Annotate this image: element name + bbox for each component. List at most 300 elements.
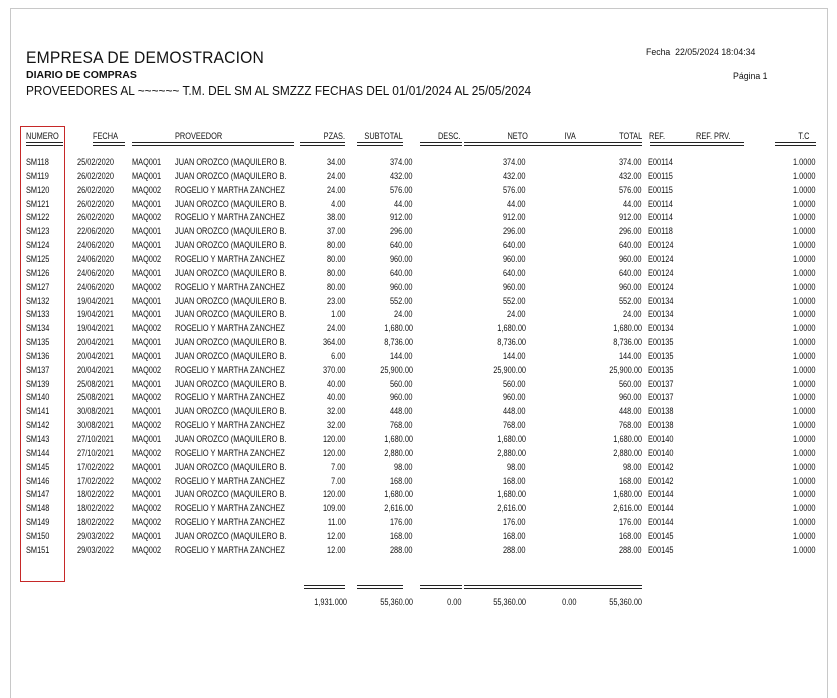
cell-subtotal: 960.00 bbox=[390, 253, 413, 264]
cell-tc: 1.0000 bbox=[793, 503, 816, 514]
cell-pzas: 34.00 bbox=[327, 157, 346, 167]
cell-proveedor: ROGELIO Y MARTHA ZANCHEZ bbox=[175, 253, 285, 264]
cell-subtotal: 168.00 bbox=[390, 530, 413, 541]
cell-ref: E00114 bbox=[648, 198, 673, 209]
cell-total: 960.00 bbox=[619, 392, 642, 403]
cell-fecha: 22/06/2020 bbox=[77, 226, 114, 237]
cell-total: 2,880.00 bbox=[613, 447, 642, 458]
cell-pzas: 1.00 bbox=[331, 309, 346, 320]
col-header-neto: NETO bbox=[507, 131, 528, 141]
cell-proveedor: ROGELIO Y MARTHA ZANCHEZ bbox=[175, 184, 285, 195]
cell-total: 1,680.00 bbox=[613, 434, 642, 444]
cell-proveedor: JUAN OROZCO (MAQUILERO B. bbox=[175, 434, 287, 444]
cell-numero: SM123 bbox=[26, 226, 50, 237]
cell-fecha: 25/08/2021 bbox=[77, 392, 114, 403]
cell-total: 640.00 bbox=[619, 240, 642, 251]
cell-numero: SM139 bbox=[26, 378, 50, 389]
cell-numero: SM146 bbox=[26, 475, 50, 486]
cell-numero: SM126 bbox=[26, 267, 50, 278]
cell-ref: E00134 bbox=[648, 309, 674, 320]
cell-ref: E00144 bbox=[648, 489, 674, 500]
col-header-total: TOTAL bbox=[618, 131, 642, 141]
cell-proveedor: ROGELIO Y MARTHA ZANCHEZ bbox=[175, 475, 285, 486]
cell-subtotal: 1,680.00 bbox=[384, 489, 413, 500]
cell-neto: 24.00 bbox=[507, 309, 526, 320]
cell-proveedor: ROGELIO Y MARTHA ZANCHEZ bbox=[175, 447, 285, 458]
cell-clave: MAQ001 bbox=[132, 226, 162, 237]
cell-subtotal: 44.00 bbox=[394, 198, 413, 209]
cell-neto: 560.00 bbox=[503, 378, 526, 389]
cell-total: 912.00 bbox=[619, 212, 642, 223]
col-header-proveedor: PROVEEDOR bbox=[175, 131, 223, 141]
cell-proveedor: ROGELIO Y MARTHA ZANCHEZ bbox=[175, 544, 285, 555]
cell-ref: E00134 bbox=[648, 295, 674, 306]
cell-fecha: 19/04/2021 bbox=[77, 323, 114, 334]
cell-pzas: 40.00 bbox=[327, 392, 346, 403]
cell-neto: 448.00 bbox=[503, 406, 526, 417]
total-pzas: 1,931.000 bbox=[314, 597, 347, 607]
cell-clave: MAQ001 bbox=[132, 461, 162, 472]
cell-tc: 1.0000 bbox=[793, 434, 816, 444]
cell-ref: E00137 bbox=[648, 392, 674, 403]
cell-total: 448.00 bbox=[619, 406, 642, 417]
cell-tc: 1.0000 bbox=[793, 309, 816, 320]
cell-proveedor: ROGELIO Y MARTHA ZANCHEZ bbox=[175, 364, 285, 375]
cell-clave: MAQ002 bbox=[132, 447, 162, 458]
header-rule bbox=[357, 142, 403, 146]
cell-total: 374.00 bbox=[619, 157, 642, 167]
cell-proveedor: ROGELIO Y MARTHA ZANCHEZ bbox=[175, 517, 285, 528]
cell-proveedor: JUAN OROZCO (MAQUILERO B. bbox=[175, 198, 287, 209]
cell-proveedor: ROGELIO Y MARTHA ZANCHEZ bbox=[175, 420, 285, 431]
cell-total: 144.00 bbox=[619, 350, 642, 361]
cell-pzas: 24.00 bbox=[327, 184, 346, 195]
cell-ref: E00135 bbox=[648, 337, 674, 348]
cell-neto: 8,736.00 bbox=[497, 337, 526, 348]
cell-pzas: 80.00 bbox=[327, 281, 346, 292]
cell-tc: 1.0000 bbox=[793, 170, 816, 181]
cell-tc: 1.0000 bbox=[793, 544, 816, 555]
cell-total: 560.00 bbox=[619, 378, 642, 389]
cell-pzas: 370.00 bbox=[323, 364, 346, 375]
cell-clave: MAQ001 bbox=[132, 530, 162, 541]
cell-subtotal: 2,880.00 bbox=[384, 447, 413, 458]
cell-ref: E00124 bbox=[648, 240, 674, 251]
col-header-pzas: PZAS. bbox=[323, 131, 345, 141]
cell-tc: 1.0000 bbox=[793, 350, 816, 361]
cell-tc: 1.0000 bbox=[793, 517, 816, 528]
cell-clave: MAQ002 bbox=[132, 281, 162, 292]
cell-clave: MAQ002 bbox=[132, 323, 162, 334]
cell-total: 25,900.00 bbox=[609, 364, 642, 375]
cell-neto: 1,680.00 bbox=[497, 489, 526, 500]
cell-subtotal: 448.00 bbox=[390, 406, 413, 417]
cell-subtotal: 560.00 bbox=[390, 378, 413, 389]
cell-neto: 960.00 bbox=[503, 253, 526, 264]
cell-total: 576.00 bbox=[619, 184, 642, 195]
cell-proveedor: JUAN OROZCO (MAQUILERO B. bbox=[175, 337, 287, 348]
cell-subtotal: 1,680.00 bbox=[384, 434, 413, 444]
cell-ref: E00145 bbox=[648, 530, 674, 541]
cell-fecha: 26/02/2020 bbox=[77, 170, 114, 181]
cell-pzas: 120.00 bbox=[323, 434, 346, 444]
cell-clave: MAQ001 bbox=[132, 267, 162, 278]
cell-neto: 640.00 bbox=[503, 267, 526, 278]
cell-fecha: 20/04/2021 bbox=[77, 350, 114, 361]
cell-fecha: 29/03/2022 bbox=[77, 544, 114, 555]
cell-clave: MAQ002 bbox=[132, 364, 162, 375]
cell-tc: 1.0000 bbox=[793, 198, 816, 209]
page-number: Página 1 bbox=[733, 71, 768, 82]
cell-fecha: 18/02/2022 bbox=[77, 517, 114, 528]
cell-total: 960.00 bbox=[619, 253, 642, 264]
cell-numero: SM134 bbox=[26, 323, 50, 334]
cell-numero: SM141 bbox=[26, 406, 50, 417]
cell-proveedor: JUAN OROZCO (MAQUILERO B. bbox=[175, 170, 287, 181]
company-name: EMPRESA DE DEMOSTRACION bbox=[26, 48, 265, 67]
cell-subtotal: 8,736.00 bbox=[384, 337, 413, 348]
cell-subtotal: 912.00 bbox=[390, 212, 413, 223]
cell-fecha: 27/10/2021 bbox=[77, 434, 114, 444]
cell-fecha: 20/04/2021 bbox=[77, 337, 114, 348]
cell-pzas: 38.00 bbox=[327, 212, 346, 223]
cell-neto: 576.00 bbox=[503, 184, 526, 195]
cell-total: 8,736.00 bbox=[613, 337, 642, 348]
cell-total: 1,680.00 bbox=[613, 323, 642, 334]
cell-proveedor: JUAN OROZCO (MAQUILERO B. bbox=[175, 309, 287, 320]
cell-clave: MAQ002 bbox=[132, 212, 162, 223]
cell-fecha: 19/04/2021 bbox=[77, 309, 114, 320]
cell-numero: SM144 bbox=[26, 447, 50, 458]
col-header-fecha: FECHA bbox=[93, 131, 119, 141]
cell-tc: 1.0000 bbox=[793, 240, 816, 251]
cell-subtotal: 960.00 bbox=[390, 392, 413, 403]
numero-column-highlight bbox=[20, 126, 65, 582]
cell-proveedor: JUAN OROZCO (MAQUILERO B. bbox=[175, 489, 287, 500]
cell-pzas: 7.00 bbox=[331, 461, 346, 472]
print-date bbox=[646, 47, 755, 58]
cell-fecha: 20/04/2021 bbox=[77, 364, 114, 375]
totals-rule bbox=[464, 585, 642, 589]
cell-pzas: 23.00 bbox=[327, 295, 346, 306]
cell-pzas: 24.00 bbox=[327, 170, 346, 181]
cell-neto: 1,680.00 bbox=[497, 323, 526, 334]
cell-proveedor: ROGELIO Y MARTHA ZANCHEZ bbox=[175, 281, 285, 292]
cell-numero: SM145 bbox=[26, 461, 50, 472]
cell-subtotal: 296.00 bbox=[390, 226, 413, 237]
cell-tc: 1.0000 bbox=[793, 420, 816, 431]
header-rule bbox=[464, 142, 642, 146]
cell-subtotal: 98.00 bbox=[394, 461, 413, 472]
cell-tc: 1.0000 bbox=[793, 253, 816, 264]
cell-numero: SM151 bbox=[26, 544, 50, 555]
cell-proveedor: JUAN OROZCO (MAQUILERO B. bbox=[175, 267, 287, 278]
cell-total: 168.00 bbox=[619, 530, 642, 541]
cell-tc: 1.0000 bbox=[793, 364, 816, 375]
cell-fecha: 18/02/2022 bbox=[77, 489, 114, 500]
cell-proveedor: ROGELIO Y MARTHA ZANCHEZ bbox=[175, 392, 285, 403]
report-title: DIARIO DE COMPRAS bbox=[26, 69, 137, 81]
cell-neto: 288.00 bbox=[503, 544, 526, 555]
cell-numero: SM118 bbox=[26, 157, 49, 167]
cell-ref: E00124 bbox=[648, 267, 674, 278]
col-header-subtotal: SUBTOTAL bbox=[364, 131, 403, 141]
cell-subtotal: 768.00 bbox=[390, 420, 413, 431]
cell-ref: E00114 bbox=[648, 212, 673, 223]
cell-proveedor: JUAN OROZCO (MAQUILERO B. bbox=[175, 461, 287, 472]
cell-ref: E00135 bbox=[648, 364, 674, 375]
cell-neto: 296.00 bbox=[503, 226, 526, 237]
cell-pzas: 120.00 bbox=[323, 447, 346, 458]
cell-proveedor: JUAN OROZCO (MAQUILERO B. bbox=[175, 378, 287, 389]
header-rule bbox=[420, 142, 462, 146]
totals-rule bbox=[357, 585, 403, 589]
cell-clave: MAQ001 bbox=[132, 157, 162, 167]
cell-proveedor: ROGELIO Y MARTHA ZANCHEZ bbox=[175, 503, 285, 514]
cell-clave: MAQ001 bbox=[132, 350, 162, 361]
cell-tc: 1.0000 bbox=[793, 475, 816, 486]
cell-tc: 1.0000 bbox=[793, 378, 816, 389]
cell-clave: MAQ002 bbox=[132, 475, 162, 486]
cell-ref: E00142 bbox=[648, 475, 674, 486]
total-neto: 55,360.00 bbox=[493, 597, 526, 607]
cell-clave: MAQ001 bbox=[132, 198, 162, 209]
cell-ref: E00114 bbox=[648, 157, 673, 167]
cell-numero: SM132 bbox=[26, 295, 50, 306]
cell-fecha: 24/06/2020 bbox=[77, 240, 114, 251]
cell-total: 1,680.00 bbox=[613, 489, 642, 500]
cell-fecha: 25/08/2021 bbox=[77, 378, 114, 389]
header-rule bbox=[300, 142, 345, 146]
cell-numero: SM140 bbox=[26, 392, 50, 403]
cell-numero: SM120 bbox=[26, 184, 50, 195]
print-date-label: Fecha bbox=[646, 47, 671, 58]
cell-clave: MAQ001 bbox=[132, 489, 162, 500]
cell-proveedor: ROGELIO Y MARTHA ZANCHEZ bbox=[175, 323, 285, 334]
total-subtotal: 55,360.00 bbox=[380, 597, 413, 607]
cell-numero: SM143 bbox=[26, 434, 50, 444]
print-date-value: 22/05/2024 18:04:34 bbox=[675, 47, 756, 58]
cell-proveedor: JUAN OROZCO (MAQUILERO B. bbox=[175, 295, 287, 306]
cell-subtotal: 24.00 bbox=[394, 309, 413, 320]
cell-subtotal: 144.00 bbox=[390, 350, 413, 361]
cell-clave: MAQ001 bbox=[132, 378, 162, 389]
cell-subtotal: 1,680.00 bbox=[384, 323, 413, 334]
cell-tc: 1.0000 bbox=[793, 184, 816, 195]
cell-tc: 1.0000 bbox=[793, 406, 816, 417]
cell-subtotal: 960.00 bbox=[390, 281, 413, 292]
cell-ref: E00145 bbox=[648, 544, 674, 555]
cell-pzas: 32.00 bbox=[327, 406, 346, 417]
col-header-desc: DESC. bbox=[438, 131, 461, 141]
cell-proveedor: JUAN OROZCO (MAQUILERO B. bbox=[175, 157, 287, 167]
cell-pzas: 80.00 bbox=[327, 267, 346, 278]
cell-numero: SM121 bbox=[26, 198, 50, 209]
cell-neto: 960.00 bbox=[503, 281, 526, 292]
cell-tc: 1.0000 bbox=[793, 212, 816, 223]
cell-pzas: 37.00 bbox=[327, 226, 346, 237]
cell-neto: 168.00 bbox=[503, 475, 526, 486]
cell-neto: 44.00 bbox=[507, 198, 526, 209]
cell-total: 640.00 bbox=[619, 267, 642, 278]
col-header-iva: IVA bbox=[564, 131, 576, 141]
cell-fecha: 24/06/2020 bbox=[77, 253, 114, 264]
cell-proveedor: JUAN OROZCO (MAQUILERO B. bbox=[175, 226, 287, 237]
cell-clave: MAQ002 bbox=[132, 253, 162, 264]
cell-subtotal: 25,900.00 bbox=[380, 364, 413, 375]
cell-fecha: 17/02/2022 bbox=[77, 475, 114, 486]
cell-tc: 1.0000 bbox=[793, 281, 816, 292]
cell-fecha: 26/02/2020 bbox=[77, 198, 114, 209]
cell-subtotal: 176.00 bbox=[390, 517, 413, 528]
header-rule bbox=[650, 142, 744, 146]
cell-total: 960.00 bbox=[619, 281, 642, 292]
total-desc: 0.00 bbox=[447, 597, 462, 607]
cell-total: 168.00 bbox=[619, 475, 642, 486]
cell-tc: 1.0000 bbox=[793, 295, 816, 306]
cell-numero: SM119 bbox=[26, 170, 49, 181]
cell-pzas: 120.00 bbox=[323, 489, 346, 500]
cell-pzas: 40.00 bbox=[327, 378, 346, 389]
cell-clave: MAQ002 bbox=[132, 503, 162, 514]
cell-neto: 2,880.00 bbox=[497, 447, 526, 458]
cell-clave: MAQ002 bbox=[132, 184, 162, 195]
cell-pzas: 7.00 bbox=[331, 475, 346, 486]
cell-subtotal: 640.00 bbox=[390, 267, 413, 278]
cell-ref: E00138 bbox=[648, 420, 674, 431]
cell-total: 432.00 bbox=[619, 170, 642, 181]
cell-pzas: 24.00 bbox=[327, 323, 346, 334]
cell-numero: SM148 bbox=[26, 503, 50, 514]
cell-numero: SM150 bbox=[26, 530, 50, 541]
cell-fecha: 25/02/2020 bbox=[77, 157, 114, 167]
col-header-ref: REF. bbox=[649, 131, 666, 141]
cell-tc: 1.0000 bbox=[793, 323, 816, 334]
cell-neto: 176.00 bbox=[503, 517, 526, 528]
cell-subtotal: 576.00 bbox=[390, 184, 413, 195]
cell-neto: 98.00 bbox=[507, 461, 526, 472]
cell-ref: E00115 bbox=[648, 170, 673, 181]
cell-clave: MAQ001 bbox=[132, 406, 162, 417]
cell-neto: 144.00 bbox=[503, 350, 526, 361]
cell-proveedor: JUAN OROZCO (MAQUILERO B. bbox=[175, 350, 287, 361]
cell-fecha: 19/04/2021 bbox=[77, 295, 114, 306]
cell-neto: 432.00 bbox=[503, 170, 526, 181]
cell-ref: E00138 bbox=[648, 406, 674, 417]
cell-proveedor: ROGELIO Y MARTHA ZANCHEZ bbox=[175, 212, 285, 223]
cell-total: 768.00 bbox=[619, 420, 642, 431]
cell-ref: E00134 bbox=[648, 323, 674, 334]
cell-clave: MAQ001 bbox=[132, 240, 162, 251]
cell-pzas: 6.00 bbox=[331, 350, 346, 361]
cell-tc: 1.0000 bbox=[793, 157, 816, 167]
cell-pzas: 12.00 bbox=[327, 530, 346, 541]
cell-total: 552.00 bbox=[619, 295, 642, 306]
report-subtitle: PROVEEDORES AL ~~~~~~ T.M. DEL SM AL SMZZZ FECHAS DEL 01/01/2024 AL 25/05/2024 bbox=[26, 84, 532, 98]
header-rule bbox=[93, 142, 125, 146]
total-iva: 0.00 bbox=[562, 597, 577, 607]
totals-rule bbox=[304, 585, 345, 589]
cell-numero: SM133 bbox=[26, 309, 50, 320]
cell-fecha: 24/06/2020 bbox=[77, 267, 114, 278]
cell-subtotal: 640.00 bbox=[390, 240, 413, 251]
cell-numero: SM135 bbox=[26, 337, 50, 348]
cell-total: 296.00 bbox=[619, 226, 642, 237]
cell-fecha: 29/03/2022 bbox=[77, 530, 114, 541]
cell-pzas: 109.00 bbox=[323, 503, 346, 514]
cell-subtotal: 552.00 bbox=[390, 295, 413, 306]
cell-clave: MAQ002 bbox=[132, 420, 162, 431]
cell-numero: SM122 bbox=[26, 212, 50, 223]
cell-tc: 1.0000 bbox=[793, 226, 816, 237]
cell-proveedor: JUAN OROZCO (MAQUILERO B. bbox=[175, 240, 287, 251]
cell-total: 98.00 bbox=[623, 461, 642, 472]
cell-neto: 912.00 bbox=[503, 212, 526, 223]
cell-ref: E00144 bbox=[648, 517, 674, 528]
cell-tc: 1.0000 bbox=[793, 489, 816, 500]
cell-pzas: 11.00 bbox=[328, 517, 346, 528]
cell-total: 288.00 bbox=[619, 544, 642, 555]
cell-total: 24.00 bbox=[623, 309, 642, 320]
cell-clave: MAQ001 bbox=[132, 337, 162, 348]
cell-numero: SM136 bbox=[26, 350, 50, 361]
cell-tc: 1.0000 bbox=[793, 461, 816, 472]
cell-tc: 1.0000 bbox=[793, 530, 816, 541]
cell-pzas: 32.00 bbox=[327, 420, 346, 431]
cell-numero: SM127 bbox=[26, 281, 50, 292]
cell-neto: 2,616.00 bbox=[497, 503, 526, 514]
cell-clave: MAQ001 bbox=[132, 434, 162, 444]
cell-subtotal: 2,616.00 bbox=[384, 503, 413, 514]
cell-fecha: 26/02/2020 bbox=[77, 184, 114, 195]
col-header-ref-prv: REF. PRV. bbox=[696, 131, 731, 141]
cell-total: 2,616.00 bbox=[613, 503, 642, 514]
cell-total: 44.00 bbox=[623, 198, 642, 209]
cell-subtotal: 432.00 bbox=[390, 170, 413, 181]
total-total: 55,360.00 bbox=[609, 597, 642, 607]
cell-subtotal: 288.00 bbox=[390, 544, 413, 555]
header-rule bbox=[775, 142, 816, 146]
cell-ref: E00137 bbox=[648, 378, 674, 389]
cell-fecha: 18/02/2022 bbox=[77, 503, 114, 514]
cell-total: 176.00 bbox=[619, 517, 642, 528]
cell-fecha: 26/02/2020 bbox=[77, 212, 114, 223]
cell-fecha: 27/10/2021 bbox=[77, 447, 114, 458]
cell-neto: 1,680.00 bbox=[497, 434, 526, 444]
cell-neto: 168.00 bbox=[503, 530, 526, 541]
cell-pzas: 80.00 bbox=[327, 253, 346, 264]
cell-subtotal: 374.00 bbox=[390, 157, 413, 167]
cell-ref: E00118 bbox=[648, 226, 673, 237]
cell-ref: E00135 bbox=[648, 350, 674, 361]
cell-tc: 1.0000 bbox=[793, 447, 816, 458]
cell-ref: E00140 bbox=[648, 447, 674, 458]
cell-pzas: 364.00 bbox=[323, 337, 346, 348]
cell-neto: 768.00 bbox=[503, 420, 526, 431]
cell-numero: SM147 bbox=[26, 489, 50, 500]
cell-neto: 960.00 bbox=[503, 392, 526, 403]
cell-clave: MAQ001 bbox=[132, 309, 162, 320]
cell-ref: E00144 bbox=[648, 503, 674, 514]
cell-ref: E00115 bbox=[648, 184, 673, 195]
cell-numero: SM124 bbox=[26, 240, 50, 251]
cell-tc: 1.0000 bbox=[793, 392, 816, 403]
cell-numero: SM142 bbox=[26, 420, 50, 431]
cell-ref: E00124 bbox=[648, 281, 674, 292]
cell-numero: SM137 bbox=[26, 364, 50, 375]
cell-fecha: 17/02/2022 bbox=[77, 461, 114, 472]
cell-clave: MAQ002 bbox=[132, 517, 162, 528]
